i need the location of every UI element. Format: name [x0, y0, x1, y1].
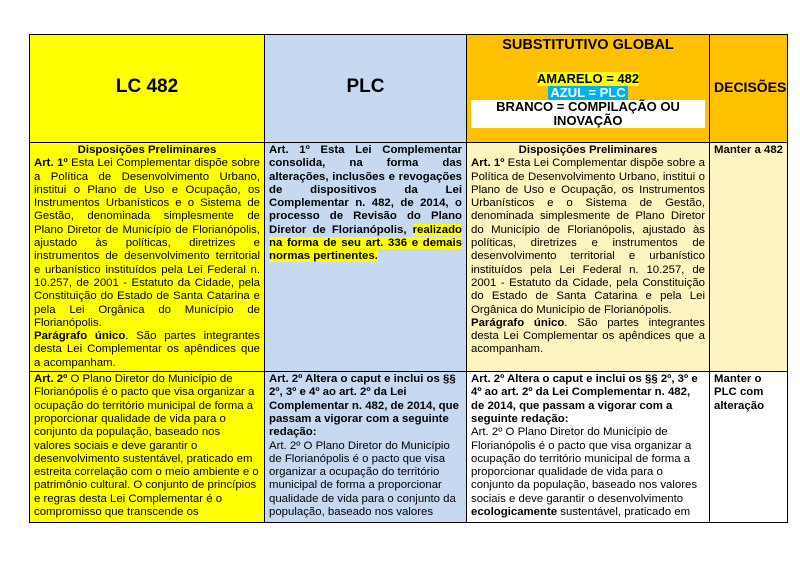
cell-plc-art2: [265, 372, 467, 523]
section-heading: Disposições Preliminares: [77, 144, 217, 156]
article-text: Art. 2º O Plano Diretor do Município de Florianópolis é o pacto que visa organizar a ocupação do território municipal de forma a proporcionar qualidade de vida para o conjunto da população, baseado nos valores sociais e deve garantir o desenvolvimento: [471, 426, 698, 505]
header-decisoes: DECISÕES: [710, 35, 788, 143]
paragraph-text: . São partes integrantes desta Lei Complementar os apêndices que a acompanham.: [471, 316, 705, 356]
article-text: Esta Lei Complementar dispõe sobre a Política de Desenvolvimento Urbano, institui o Plano de Uso e Ocupação, os Instrumentos Urbanísticos e o Sistema de Gestão, denominada simplesmente de Plano Diretor do Município de Florianópolis, ajustado às políticas, diretrizes e instrumentos de desenvolvimento territorial e urbanístico instituídos pela Lei Federal n. 10.257, de 2001 - Estatuto da Cidade, pela Constituição do Estado de Santa Catarina e pela Lei Orgânica do Município de Florianópolis.: [471, 157, 705, 316]
highlighted-text: realizado na forma de seu art. 336 e demais normas pertinentes.: [269, 223, 462, 263]
article-label: Art. 1º: [34, 157, 68, 170]
paragraph-label: Parágrafo único: [34, 330, 126, 343]
article-text: Esta Lei Complementar dispõe sobre a Política de Desenvolvimento Urbano, institui o Plano de Uso e Ocupação, os Instrumentos Urbanísticos e o Sistema de Gestão, denominada simplesmente de Plano Diretor de Município de Florianópolis, ajustado às políticas, diretrizes e instrumentos de desenvolvimento territorial e urbanístico instituídos pela Lei Federal n. 10.257, de 2001 - Estatuto da Cidade, pela Constituição do Estado de Santa Catarina e pela Lei Orgânica do Município de Florianópolis.: [34, 157, 261, 329]
inserted-word: ecologicamente: [471, 506, 558, 519]
article-text: Art. 1º Esta Lei Complementar consolida, na forma das alterações, inclusões e revogações de dispositivos da Lei Complementar n. 482, de 2014, o processo de Revisão do Plano Diretor de Florianópolis,: [269, 144, 462, 236]
cell-decision-art1: [710, 143, 788, 372]
header-lc482: LC 482: [30, 35, 265, 143]
table-row: [30, 143, 788, 372]
header-substitutivo: [467, 35, 710, 143]
article-text: Art. 2º O Plano Diretor do Município de Florianópolis é o pacto que visa organizar a ocupação do território municipal de forma a proporcionar qualidade de vida para o conjunto da população, baseado nos valores: [269, 439, 456, 519]
cell-lc482-art1: [30, 143, 265, 372]
legend-branco: BRANCO = COMPILAÇÃO OU INOVAÇÃO: [471, 100, 705, 128]
article-label: Art. 2º: [34, 373, 68, 386]
comparison-table: [29, 34, 788, 523]
cell-substitutivo-art1: [467, 143, 710, 372]
article-intro: Art. 2º Altera o caput e inclui os §§ 2º, 3º e 4º ao art. 2º da Lei Complementar n. 482, de 2014, que passam a vigorar com a seguinte redação:: [269, 373, 459, 439]
decision-text: Manter a 482: [714, 144, 784, 156]
article-text-cont: sustentável, praticado em: [557, 506, 691, 519]
legend-amarelo: AMARELO = 482: [536, 71, 640, 87]
paragraph-label: Parágrafo único: [471, 316, 565, 329]
cell-decision-art2: [710, 372, 788, 523]
decision-text: Manter o PLC com alteração: [714, 373, 765, 412]
article-label: Art. 1º: [471, 157, 505, 170]
cell-plc-art1: [265, 143, 467, 372]
article-text: O Plano Diretor do Município de Florianópolis é o pacto que visa organizar a ocupação do território municipal de forma a proporcionar qualidade de vida para o conjunto da população, baseado nos valores sociais e deve garantir o desenvolvimento sustentável, praticado em estreita correlação com o meio ambiente e o patrimônio cultural. O conjunto de princípios e regras desta Lei Complementar é o compromisso que transcende os: [34, 373, 259, 519]
header-row: [30, 35, 788, 143]
substitutivo-title: SUBSTITUTIVO GLOBAL: [502, 36, 674, 53]
legend-azul: AZUL = PLC: [550, 85, 626, 101]
article-intro: Art. 2º Altera o caput e inclui os §§ 2º, 3º e 4º ao art. 2º da Lei Complementar n. 482, de 2014, que passam a vigorar com a seguinte redação:: [471, 373, 698, 425]
section-heading: Disposições Preliminares: [518, 144, 658, 156]
cell-lc482-art2: [30, 372, 265, 523]
header-plc: PLC: [265, 35, 467, 143]
table-row: [30, 372, 788, 523]
paragraph-text: . São partes integrantes desta Lei Complementar os apêndices que a acompanham.: [34, 330, 260, 369]
cell-substitutivo-art2: [467, 372, 710, 523]
color-legend: [471, 72, 705, 128]
